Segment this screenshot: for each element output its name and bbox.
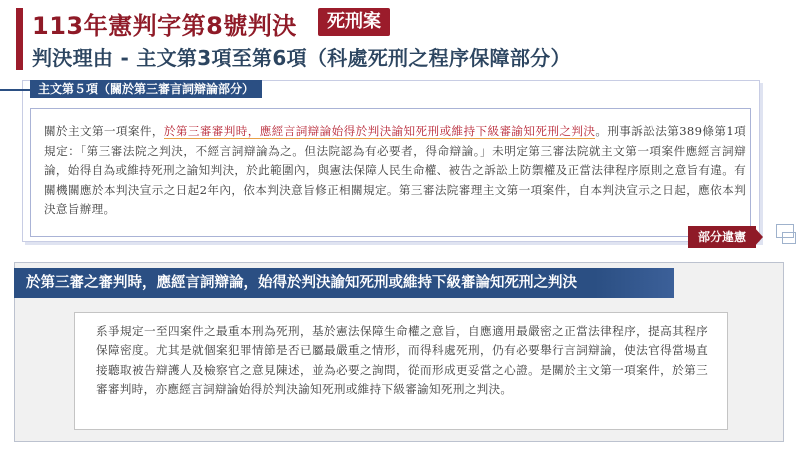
verdict-stamp-arrow — [753, 226, 763, 248]
reasoning-paragraph: 系爭規定一至四案件之最重本刑為死刑，基於憲法保障生命權之意旨，自應適用最嚴密之正當法律程序，提高其程序保障密度。尤其是就個案犯罪情節是否已屬最嚴重之情形，而得科處死刑，仍有必要舉行言詞辯論，使法官得當場直接聽取被告辯護人及檢察官之意見陳述，並為必要之詢問，從而形成更妥當之心證。是關於主文第一項案件，於第三審審判時，亦應經言詞辯論始得於判決諭知死刑或維持下級審諭知死刑之判決。 — [96, 324, 708, 397]
ruling-paragraph-rest: 。刑事訴訟法第389條第1項規定：「第三審法院之判決，不經言詞辯論為之。但法院認為有必要者，得命辯論。」未明定第三審法院就主文第一項案件應經言詞辯論，始得自為或維持死刑之諭知判決，於此範圍內，與憲法保障人民生命權、被告之訴訟上防禦權及正當法律程序原則之意旨有違。有關機關應於本判決宣示之日起2年內，依本判決意旨修正相關規定。第三審法院審理主文第一項案件，自本判決宣示之日起，應依本判決意旨辦理。 — [44, 124, 746, 217]
card-inner-rule — [30, 108, 750, 109]
ruling-paragraph-intro: 關於主文第一項案件， — [44, 124, 164, 138]
card-inner-rule-bottom — [30, 236, 750, 237]
ruling-paragraph — [44, 122, 746, 220]
corner-square-icon-2 — [782, 232, 796, 244]
ruling-highlight: 於第三審審判時，應經言詞辯論始得於判決諭知死刑或維持下級審諭知死刑之判決 — [163, 124, 596, 138]
verdict-stamp: 部分違憲 — [688, 226, 756, 248]
card-inner-rule-left — [30, 108, 31, 236]
section-tag: 主文第５項（關於第三審言詞辯論部分） — [30, 80, 262, 98]
page-subtitle: 判決理由 - 主文第3項至第6項（科處死刑之程序保障部分） — [32, 46, 571, 70]
card-inner-rule-right — [750, 108, 751, 236]
title-accent-bar — [16, 8, 23, 70]
page-title: 113年憲判字第8號判決 — [32, 12, 297, 40]
reasoning-header: 於第三審之審判時，應經言詞辯論，始得於判決諭知死刑或維持下級審論知死刑之判決 — [14, 268, 674, 298]
section-tag-tail — [0, 89, 30, 91]
case-type-badge: 死刑案 — [318, 8, 390, 36]
